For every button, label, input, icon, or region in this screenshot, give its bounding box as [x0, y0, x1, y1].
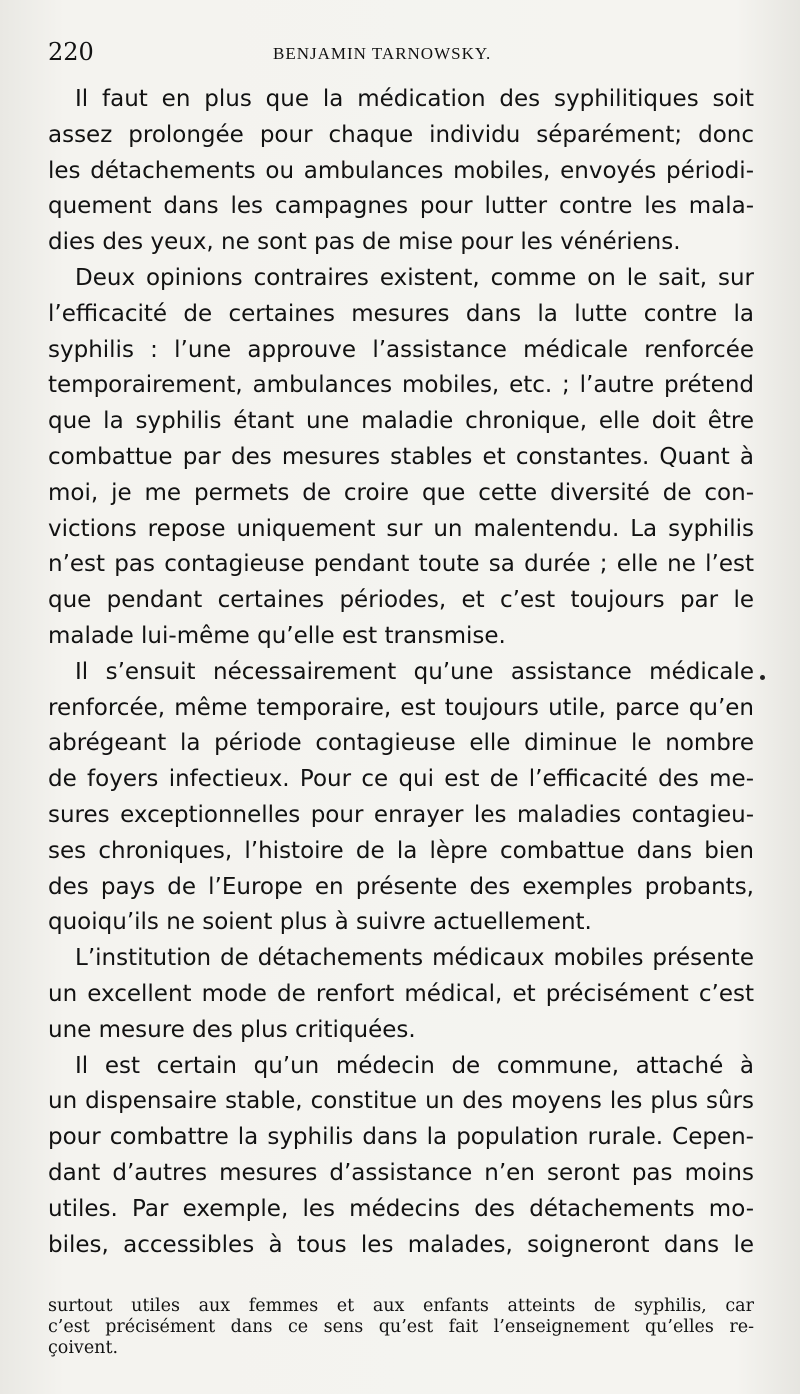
text-line: des pays de l’Europe en présente des exemples probants,	[48, 873, 754, 900]
ink-speck	[760, 675, 765, 680]
text-line: un dispensaire stable, constitue un des moyens les plus sûrs	[48, 1088, 754, 1115]
text-line: L’institution de détachements médicaux mobiles présente	[75, 945, 754, 972]
text-line: quement dans les campagnes pour lutter contre les mala-	[48, 193, 754, 220]
text-line: syphilis : l’une approuve l’assistance médicale renforcée	[48, 336, 754, 363]
text-line: n’est pas contagieuse pendant toute sa durée ; elle ne l’est	[48, 551, 754, 578]
text-line: Deux opinions contraires existent, comme on le sait, sur	[75, 264, 754, 291]
page-header	[48, 38, 754, 68]
text-line: renforcée, même temporaire, est toujours utile, parce qu’en	[48, 694, 754, 721]
text-line: sures exceptionnelles pour enrayer les maladies contagieu-	[48, 801, 754, 828]
text-line: combattue par des mesures stables et constantes. Quant à	[48, 443, 754, 470]
text-line: pour combattre la syphilis dans la population rurale. Cepen-	[48, 1124, 754, 1151]
text-line: biles, accessibles à tous les malades, soigneront dans le	[48, 1231, 754, 1258]
footnote-line: surtout utiles aux femmes et aux enfants atteints de syphilis, car	[48, 1296, 754, 1316]
text-line: victions repose uniquement sur un malentendu. La syphilis	[48, 515, 754, 542]
text-line: assez prolongée pour chaque individu séparément; donc	[48, 121, 754, 148]
text-line: dant d’autres mesures d’assistance n’en seront pas moins	[48, 1159, 754, 1186]
text-line: un excellent mode de renfort médical, et précisément c’est	[48, 980, 754, 1007]
text-line: quoiqu’ils ne soient plus à suivre actuellement.	[48, 909, 592, 936]
text-line: abrégeant la période contagieuse elle diminue le nombre	[48, 730, 754, 757]
footnote-line: çoivent.	[48, 1338, 119, 1358]
text-line: Il s’ensuit nécessairement qu’une assistance médicale	[75, 658, 754, 685]
text-line: moi, je me permets de croire que cette diversité de con-	[48, 479, 754, 506]
text-line: l’efficacité de certaines mesures dans la lutte contre la	[48, 300, 754, 327]
body-text	[48, 82, 754, 1263]
text-line: de foyers infectieux. Pour ce qui est de l’efficacité des me-	[48, 766, 754, 793]
text-line: ses chroniques, l’histoire de la lèpre combattue dans bien	[48, 837, 754, 864]
text-line: que la syphilis étant une maladie chronique, elle doit être	[48, 408, 754, 435]
text-line: utiles. Par exemple, les médecins des détachements mo-	[48, 1195, 754, 1222]
text-line: une mesure des plus critiquées.	[48, 1016, 416, 1043]
text-line: Il est certain qu’un médecin de commune, attaché à	[75, 1052, 754, 1079]
text-line: les détachements ou ambulances mobiles, envoyés périodi-	[48, 157, 754, 184]
text-line: dies des yeux, ne sont pas de mise pour les vénériens.	[48, 229, 681, 256]
text-line: malade lui-même qu’elle est transmise.	[48, 622, 506, 649]
footnote	[48, 1296, 754, 1359]
running-head: BENJAMIN TARNOWSKY.	[273, 44, 492, 63]
footnote-line: c’est précisément dans ce sens qu’est fait l’enseignement qu’elles re-	[48, 1317, 754, 1337]
page-number: 220	[48, 38, 94, 66]
text-line: temporairement, ambulances mobiles, etc. ; l’autre prétend	[48, 372, 754, 399]
text-line: que pendant certaines périodes, et c’est toujours par le	[48, 587, 754, 614]
text-line: Il faut en plus que la médication des syphilitiques soit	[75, 86, 754, 112]
